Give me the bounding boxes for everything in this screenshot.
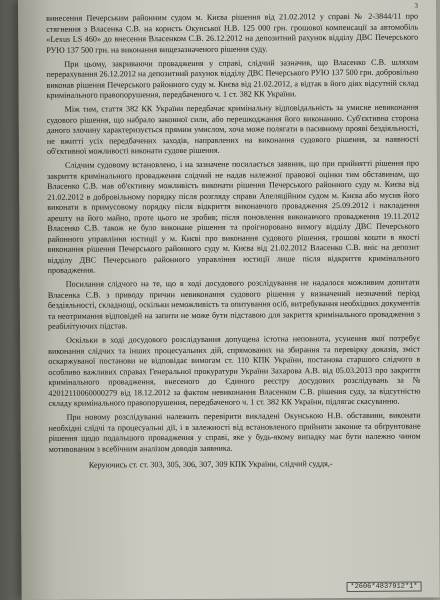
signoff-line: Керуючись ст. ст. 303, 305, 306, 307, 309 КПК України, слідчий суддя,- <box>88 459 333 470</box>
document-page <box>18 0 440 600</box>
paragraph-7: При новому розслідуванні належить перевірити викладені Окунською Н.В. обставини, виконати необхідні слідчі та процесуальні дії, і в залежності від встановленого прийняти законне та обґрунтоване рішення щодо подальшого провадження у справі, яке у будь-якому випадку має бути належно чином мотивованим з всебічним аналізом доводів заявника. <box>48 410 421 454</box>
paragraph-3: Між тим, стаття 382 КК України передбачає кримінальну відповідальність за умисне невиконання судового рішення, що набрало законної сили, або перешкоджання його виконанню. Суб'єктивна сторона даного злочину характеризується прямим умислом, хоча може полягати в пасивному прояві бездіяльності, не вжитті усіх передбачених заходів, направлених на виконання судового рішення, за наявності об'єктивної можливості виконати судове рішення. <box>46 102 419 156</box>
document-barcode-code: *2606*4837912*1* <box>346 582 421 592</box>
page-number: 3 <box>414 1 419 10</box>
paragraph-6: Оскільки в ході досудового розслідування допущена істотна неповнота, усунення якої потребує виконання слідчих та інших процесуальних дій, спрямованих на збирання та перевірку доказів, зміст оскаржуваної постанови не відповідає вимогам ст. 110 КПК України, постанова старшого слідчого в особливо важливих справах Генеральної прокуратури України Захарова А.В. від 05.03.2013 про закриття кримінального провадження, внесеного до Єдиного реєстру досудових розслідувань за № 42012110060000279 від 18.12.2012 за фактом невиконання Власенком С.В. рішення суду, за відсутністю складу кримінального правопорушення, передбаченого ч. 1 ст. 382 КК України, підлягає скасуванню. <box>48 333 421 408</box>
paragraph-1: винесення Печерським районним судом м. Києва рішення від 21.02.2012 у справі № 2-3844/11 про стягнення з Власенка С.В. на користь Окунської Н.В. 125 000 грн. грошової компенсації за автомобіль «Lexus LS 460» до внесення Власенком С.В. 26.12.2012 на депозитний рахунок відділу ДВС Печерського РУЮ 137 500 грн. на виконання вищезазначеного рішення суду. <box>46 11 419 55</box>
paragraph-5: Посилання слідчого на те, що в ході досудового розслідування не надалося можливим допитати Власенка С.В. з приводу причин невиконання судового рішення у визначений незначний період бездіяльності, складнощі, оскільки неможливість та опитування осіб, витребування необхідних документів та неотримання відповідей на запити не може бути підставою для закриття кримінального провадження з реабілітуючих підстав. <box>47 277 420 331</box>
paragraph-2: При цьому, закриваючи провадження у справі, слідчий зазначив, що Власенко С.В. шляхом перерахування 26.12.2012 на депозитний рахунок відділу ДВС Печерського РУЮ 137 500 грн. добровільно виконав рішення Печерського районного суду м. Києва від 21.02.2012, а відтак в його діях відсутній склад кримінального правопорушення, передбаченого ч. 1 ст. 382 КК України. <box>46 57 419 100</box>
document-body <box>46 12 421 475</box>
paragraph-4: Слідчим судовому встановлено, і на зазначене посилається заявник, що при прийнятті рішення про закриття кримінального провадження слідчий не надав належної правової оцінки тим обставинам, що Власенко С.В. мав об'єктивну можливість виконати рішення Печерського районного суду м. Києва від 21.02.2012 в добровільному порядку після розгляду справи Апеляційним судом м. Києва або мусив його виконати в примусовому порядку після відкриття виконавчого провадження 25.09.2012 і накладення арешту на його майно, проте цього не зробив; після поновлення виконавчого провадження 19.11.2012 Власенко С.В. також не було виконане рішення та проігноровано вимогу відділу ДВС Печерського районного управління юстиції у м. Києві про виконання судового рішення, грошові кошти в якості виконання рішення Печерського районного суду м. Києва від 21.02.2012 Власенко С.В. вніс на депозит відділу ДВС Печерського районного управління юстиції лише після відкриття кримінального провадження. <box>47 158 420 275</box>
